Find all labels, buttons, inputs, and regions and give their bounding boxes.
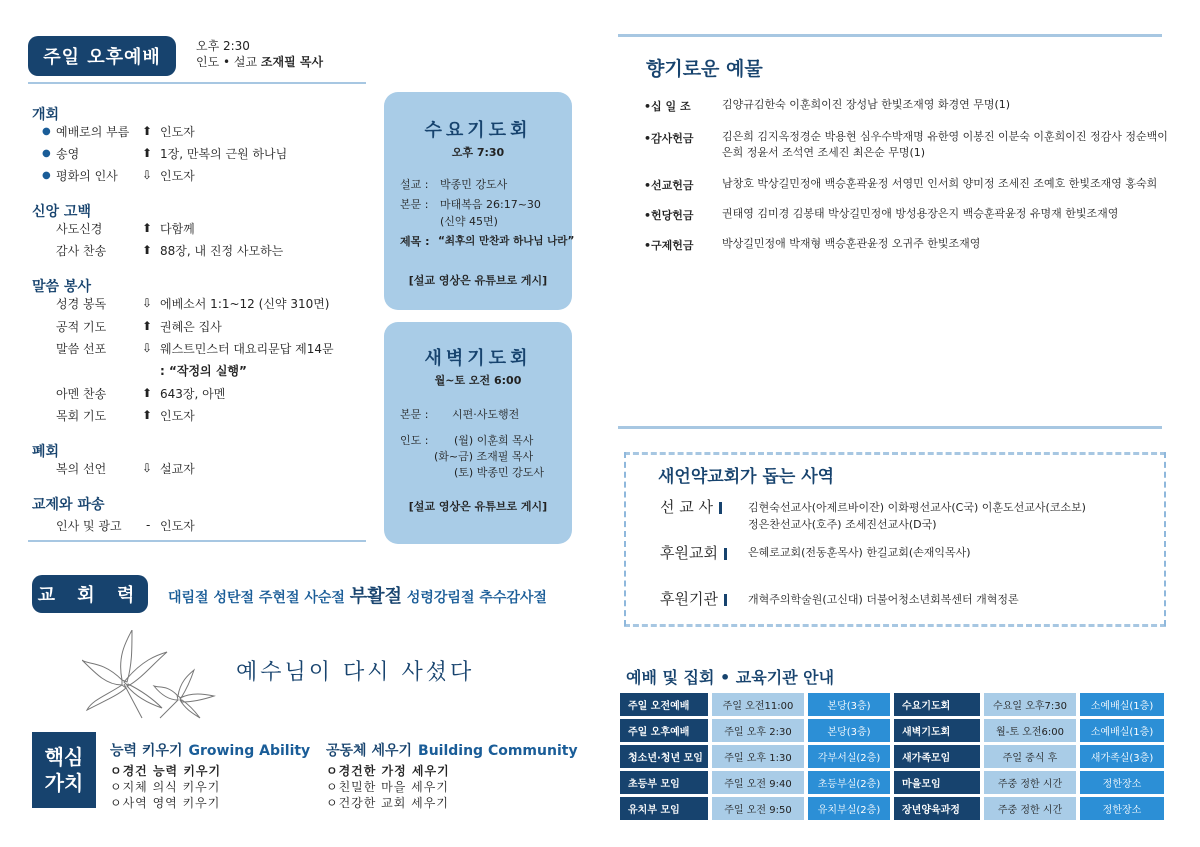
order-item-value: 1장, 만복의 근원 하나님 bbox=[160, 146, 288, 161]
schedule-place: 유치부실(2층) bbox=[808, 797, 890, 820]
order-item-label: 성경 봉독 bbox=[56, 296, 107, 311]
mission-line: 김현숙선교사(아제르바이잔) 이화평선교사(C국) 이훈도선교사(코소보) bbox=[748, 501, 1086, 514]
schedule-time: 주일 오전 9:50 bbox=[712, 797, 804, 820]
core-value-item: ㅇ사역 영역 키우기 bbox=[110, 796, 221, 810]
section-opening: 개회 bbox=[32, 107, 60, 123]
offering-label: •십 일 조 bbox=[644, 100, 691, 113]
order-item-value: 권혜은 집사 bbox=[160, 319, 222, 334]
dash-mark: - bbox=[146, 518, 151, 532]
schedule-name: 새가족모임 bbox=[894, 745, 980, 768]
schedule-place: 본당(3층) bbox=[808, 719, 890, 742]
label-bar-icon bbox=[719, 502, 722, 514]
dawn-prayer-box bbox=[384, 322, 572, 544]
wednesday-prayer-box bbox=[384, 92, 575, 310]
core-value-item: ㅇ지체 의식 키우기 bbox=[110, 780, 221, 794]
core-group-ko: 공동체 세우기 bbox=[326, 743, 413, 759]
divider bbox=[28, 82, 366, 84]
schedule-time: 주일 오전 9:40 bbox=[712, 771, 804, 794]
offering-names: 권태영 김미경 김봉태 박상길민정애 방성용장은지 백승훈곽윤정 유명재 한빛조재영 bbox=[722, 207, 1119, 220]
pm-service-title: 주일 오후예배 bbox=[28, 36, 176, 76]
calendar-highlight: 부활절 bbox=[349, 586, 402, 607]
order-item-label: 예배로의 부름 bbox=[56, 124, 130, 139]
offering-label: •감사헌금 bbox=[644, 132, 694, 145]
stand-arrow-icon: ⬆ bbox=[142, 146, 153, 160]
wednesday-preacher-label: 설교 : bbox=[400, 178, 429, 191]
dawn-title: 새벽기도회 bbox=[424, 348, 532, 369]
offering-names: 남창호 박상길민정애 백승훈곽윤정 서영민 인서희 양미정 조세진 조예호 한빛조재영 홍숙희 bbox=[722, 177, 1158, 190]
core-values-title-line: 핵심 bbox=[44, 745, 84, 769]
order-item bbox=[42, 123, 362, 139]
order-item bbox=[42, 318, 362, 334]
schedule-time: 월-토 오전6:00 bbox=[984, 719, 1076, 742]
wednesday-text-label: 본문 : bbox=[400, 198, 429, 211]
order-item bbox=[42, 517, 362, 533]
wednesday-title: 수요기도회 bbox=[424, 120, 532, 141]
order-item-label: 복의 선언 bbox=[56, 461, 107, 476]
lily-flower-icon bbox=[82, 630, 222, 720]
order-item-value: 인도자 bbox=[160, 518, 195, 533]
mission-label bbox=[660, 542, 727, 563]
order-item-label: 평화의 인사 bbox=[56, 168, 118, 183]
offering-names: 김양규김한숙 이훈희이진 장성남 한빛조재영 화경연 무명(1) bbox=[722, 98, 1011, 111]
offering-names: 김은희 김지옥정경순 박용현 심우수박재명 유한영 이봉진 이분숙 이훈희이진 정감사 정순백이은희 정윤서 조석연 조세진 최은순 무명(1) bbox=[722, 130, 1168, 159]
schedule-time: 주중 정한 시간 bbox=[984, 771, 1076, 794]
schedule-name: 새벽기도회 bbox=[894, 719, 980, 742]
order-item-value: 다함께 bbox=[160, 221, 195, 236]
offering-label: •헌당헌금 bbox=[644, 209, 694, 222]
schedule-title: 예배 및 집회 • 교육기관 안내 bbox=[626, 668, 835, 687]
schedule-place: 본당(3층) bbox=[808, 693, 890, 716]
schedule-time: 주중 정한 시간 bbox=[984, 797, 1076, 820]
sit-arrow-icon: ⇩ bbox=[142, 461, 153, 475]
dawn-leader-label: 인도 : bbox=[400, 434, 429, 447]
order-item-value: 643장, 아멘 bbox=[160, 386, 226, 401]
mission-label bbox=[660, 588, 727, 609]
schedule-name: 유치부 모임 bbox=[620, 797, 708, 820]
schedule-name: 마을모임 bbox=[894, 771, 980, 794]
order-item-label: 공적 기도 bbox=[56, 319, 107, 334]
core-value-item: ㅇ친밀한 마을 세우기 bbox=[326, 780, 449, 794]
stand-arrow-icon: ⬆ bbox=[142, 221, 153, 235]
pm-service-time: 오후 2:30 bbox=[196, 39, 250, 53]
preacher-prefix: 인도 • 설교 bbox=[196, 55, 258, 69]
order-item-value: 인도자 bbox=[160, 168, 195, 183]
schedule-name: 주일 오전예배 bbox=[620, 693, 708, 716]
order-item bbox=[42, 460, 362, 476]
bullet-icon: ● bbox=[42, 125, 51, 137]
schedule-time: 수요일 오후7:30 bbox=[984, 693, 1076, 716]
dawn-leader: (화~금) 조재필 목사 bbox=[434, 450, 534, 463]
mission-line: 개혁주의학술원(고신대) 더불어청소년회복센터 개혁정론 bbox=[748, 593, 1019, 606]
core-values-title-line: 가치 bbox=[44, 771, 84, 795]
schedule-time: 주일 오후 2:30 bbox=[712, 719, 804, 742]
order-item bbox=[42, 385, 362, 401]
mission-label-text: 선 교 사 bbox=[660, 498, 714, 516]
stand-arrow-icon: ⬆ bbox=[142, 243, 153, 257]
dawn-leader: (토) 박종민 강도사 bbox=[454, 466, 544, 479]
wednesday-text-note: (신약 45면) bbox=[440, 215, 498, 228]
church-calendar-seasons bbox=[168, 582, 547, 608]
order-item bbox=[42, 220, 362, 236]
dawn-time: 월~토 오전 6:00 bbox=[434, 374, 522, 387]
section-word: 말씀 봉사 bbox=[32, 279, 91, 295]
dawn-leader: (월) 이훈희 목사 bbox=[454, 434, 534, 447]
label-bar-icon bbox=[724, 548, 727, 560]
order-item bbox=[42, 167, 362, 183]
order-item bbox=[42, 145, 362, 161]
schedule-place: 정한장소 bbox=[1080, 797, 1164, 820]
pm-service-preacher bbox=[196, 54, 323, 70]
dawn-text-label: 본문 : bbox=[400, 408, 429, 421]
stand-arrow-icon: ⬆ bbox=[142, 124, 153, 138]
preacher-name: 조재필 목사 bbox=[260, 55, 324, 69]
order-item-label: 감사 찬송 bbox=[56, 243, 107, 258]
section-fellowship: 교제와 파송 bbox=[32, 497, 105, 513]
mission-title: 새언약교회가 돕는 사역 bbox=[658, 467, 835, 487]
schedule-name: 초등부 모임 bbox=[620, 771, 708, 794]
order-item-label: 말씀 선포 bbox=[56, 341, 107, 356]
dawn-note: [설교 영상은 유튜브로 게시] bbox=[408, 500, 548, 513]
calendar-seasons-before: 대림절 성탄절 주현절 사순절 bbox=[168, 590, 345, 606]
schedule-place: 소예배실(1층) bbox=[1080, 693, 1164, 716]
section-confession: 신앙 고백 bbox=[32, 204, 91, 220]
wednesday-preacher: 박종민 강도사 bbox=[440, 178, 508, 191]
mission-line: 정은찬선교사(호주) 조세진선교사(D국) bbox=[748, 518, 937, 531]
offering-names: 박상길민정애 박재형 백승훈관윤정 오귀주 한빛조재영 bbox=[722, 237, 981, 250]
core-group-en: Growing Ability bbox=[188, 743, 311, 759]
order-item-label: 사도신경 bbox=[56, 221, 103, 236]
divider bbox=[28, 540, 366, 542]
divider bbox=[618, 34, 1162, 37]
wednesday-subject: “최후의 만찬과 하나님 나라” bbox=[438, 235, 575, 247]
sit-arrow-icon: ⇩ bbox=[142, 168, 153, 182]
mission-label-text: 후원교회 bbox=[660, 544, 718, 562]
order-item-value: 88장, 내 진정 사모하는 bbox=[160, 243, 284, 258]
core-value-item: ㅇ경건한 가정 세우기 bbox=[326, 764, 450, 778]
stand-arrow-icon: ⬆ bbox=[142, 386, 153, 400]
mission-label-text: 후원기관 bbox=[660, 590, 718, 608]
schedule-place: 초등부실(2층) bbox=[808, 771, 890, 794]
divider bbox=[618, 426, 1162, 429]
order-item-label: 아멘 찬송 bbox=[56, 386, 107, 401]
schedule-place: 소예배실(1층) bbox=[1080, 719, 1164, 742]
schedule-name: 청소년·청년 모임 bbox=[620, 745, 708, 768]
core-value-item: ㅇ건강한 교회 세우기 bbox=[326, 796, 449, 810]
stand-arrow-icon: ⬆ bbox=[142, 319, 153, 333]
core-group-heading bbox=[326, 740, 578, 760]
schedule-place: 새가족실(3층) bbox=[1080, 745, 1164, 768]
mission-label bbox=[660, 496, 722, 517]
core-group-ko: 능력 키우기 bbox=[110, 743, 183, 759]
schedule-place: 정한장소 bbox=[1080, 771, 1164, 794]
order-item-value: 에베소서 1:1~12 (신약 310면) bbox=[160, 296, 330, 311]
order-item-label: 목회 기도 bbox=[56, 408, 107, 423]
order-item-value: 인도자 bbox=[160, 408, 195, 423]
mission-line: 은혜로교회(전동훈목사) 한길교회(손재익목사) bbox=[748, 546, 971, 559]
offering-label: •구제헌금 bbox=[644, 239, 694, 252]
bullet-icon: ● bbox=[42, 147, 51, 159]
order-item-value: 설교자 bbox=[160, 461, 195, 476]
schedule-name: 수요기도회 bbox=[894, 693, 980, 716]
church-calendar-title: 교 회 력 bbox=[32, 575, 148, 613]
schedule-name: 장년양육과정 bbox=[894, 797, 980, 820]
offerings-title: 향기로운 예물 bbox=[646, 58, 763, 80]
schedule-name: 주일 오후예배 bbox=[620, 719, 708, 742]
core-group-en: Building Community bbox=[418, 743, 578, 759]
schedule-time: 주일 오전11:00 bbox=[712, 693, 804, 716]
sermon-title: : “작정의 실행” bbox=[160, 363, 247, 378]
wednesday-text: 마태복음 26:17~30 bbox=[440, 198, 541, 211]
schedule-place: 각부서실(2층) bbox=[808, 745, 890, 768]
core-group-heading bbox=[110, 740, 310, 760]
stand-arrow-icon: ⬆ bbox=[142, 408, 153, 422]
order-item-value: 웨스트민스터 대요리문답 제14문 bbox=[160, 341, 334, 356]
order-item bbox=[42, 340, 362, 356]
calendar-seasons-after: 성령강림절 추수감사절 bbox=[406, 590, 547, 606]
sit-arrow-icon: ⇩ bbox=[142, 296, 153, 310]
wednesday-time: 오후 7:30 bbox=[451, 146, 505, 159]
order-item bbox=[42, 242, 362, 258]
offering-label: •선교헌금 bbox=[644, 179, 694, 192]
bullet-icon: ● bbox=[42, 169, 51, 181]
schedule-time: 주일 오후 1:30 bbox=[712, 745, 804, 768]
wednesday-note: [설교 영상은 유튜브로 게시] bbox=[408, 274, 548, 287]
core-value-item: ㅇ경건 능력 키우기 bbox=[110, 764, 222, 778]
order-item bbox=[42, 295, 362, 311]
label-bar-icon bbox=[724, 594, 727, 606]
order-item-value: 인도자 bbox=[160, 124, 195, 139]
wednesday-subject-label: 제목 : bbox=[400, 235, 430, 248]
order-item bbox=[42, 362, 362, 378]
sit-arrow-icon: ⇩ bbox=[142, 341, 153, 355]
order-item bbox=[42, 407, 362, 423]
dawn-text: 시편·사도행전 bbox=[452, 408, 520, 421]
core-values-title bbox=[32, 732, 96, 808]
order-item-label: 송영 bbox=[56, 146, 80, 161]
order-item-label: 인사 및 광고 bbox=[56, 518, 122, 533]
easter-banner: 예수님이 다시 사셨다 bbox=[236, 660, 475, 685]
schedule-time: 주일 중식 후 bbox=[984, 745, 1076, 768]
section-closing: 폐회 bbox=[32, 444, 60, 460]
